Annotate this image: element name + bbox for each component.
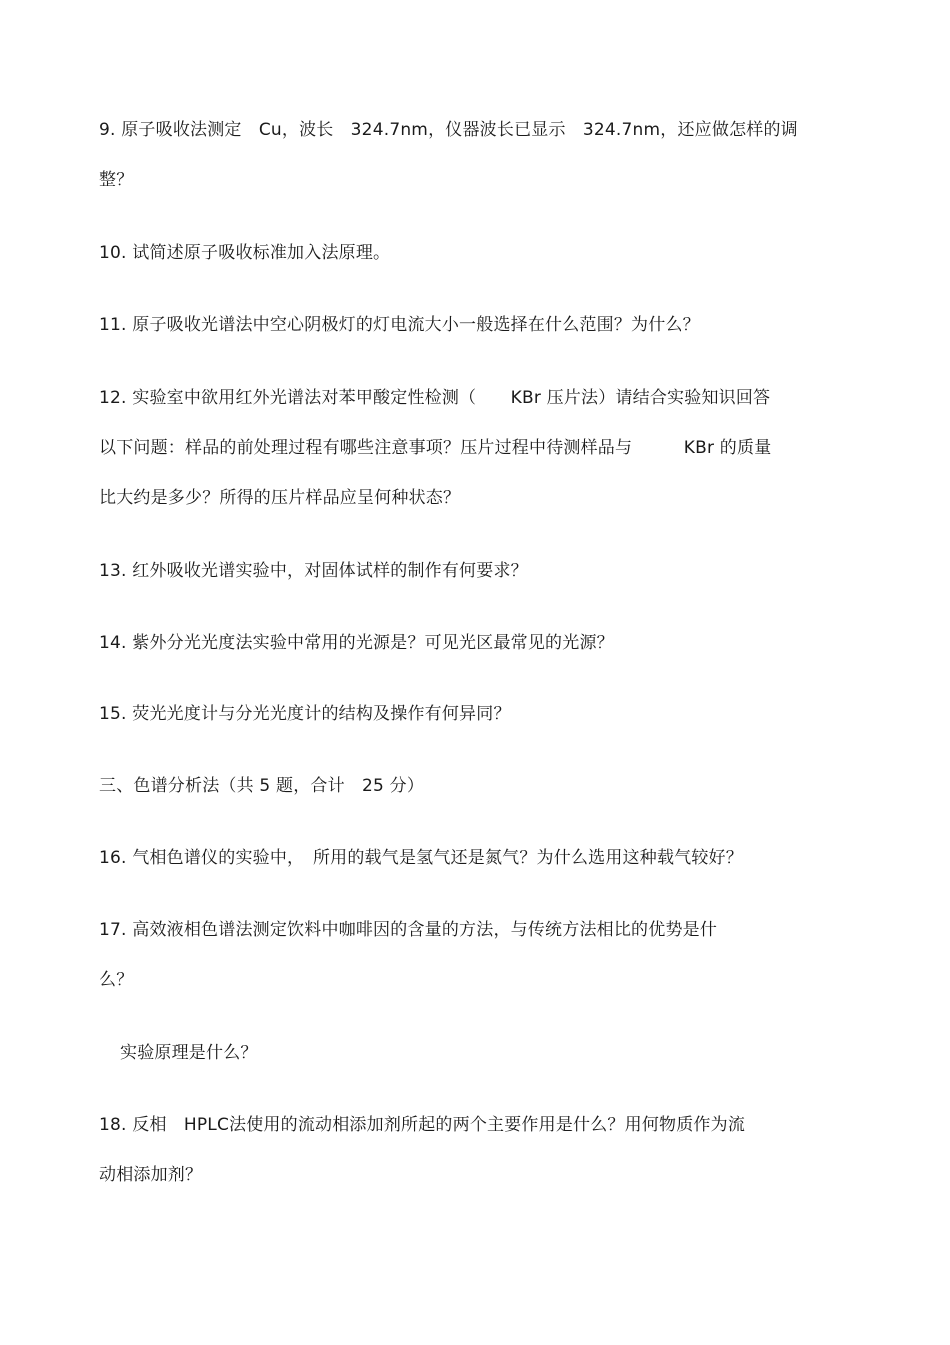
- question-9-line-2: 整？: [99, 170, 134, 190]
- section-heading-chromatography: 三、色谱分析法（共 5 题，合计 25 分）: [99, 776, 425, 796]
- question-17-line-3: 实验原理是什么？: [120, 1043, 258, 1063]
- question-10: 10. 试简述原子吸收标准加入法原理。: [99, 243, 391, 263]
- question-18-line-1: 18. 反相 HPLC法使用的流动相添加剂所起的两个主要作用是什么？用何物质作为流: [99, 1115, 746, 1135]
- question-17-line-2: 么？: [99, 970, 134, 990]
- question-15: 15. 荧光光度计与分光光度计的结构及操作有何异同？: [99, 704, 511, 724]
- question-9-line-1: 9. 原子吸收法测定 Cu，波长 324.7nm，仪器波长已显示 324.7nm，还应做怎样的调: [99, 120, 798, 140]
- question-12-line-2: 以下问题：样品的前处理过程有哪些注意事项？压片过程中待测样品与 KBr 的质量: [99, 438, 772, 458]
- question-12-line-1: 12. 实验室中欲用红外光谱法对苯甲酸定性检测（ KBr 压片法）请结合实验知识回答: [99, 388, 771, 408]
- question-12-line-3: 比大约是多少？所得的压片样品应呈何种状态？: [99, 488, 461, 508]
- question-11: 11. 原子吸收光谱法中空心阴极灯的灯电流大小一般选择在什么范围？为什么？: [99, 315, 700, 335]
- question-16: 16. 气相色谱仪的实验中， 所用的载气是氢气还是氮气？为什么选用这种载气较好？: [99, 848, 743, 868]
- question-17-line-1: 17. 高效液相色谱法测定饮料中咖啡因的含量的方法，与传统方法相比的优势是什: [99, 920, 718, 940]
- question-18-line-2: 动相添加剂？: [99, 1165, 203, 1185]
- question-14: 14. 紫外分光光度法实验中常用的光源是？可见光区最常见的光源？: [99, 633, 614, 653]
- question-13: 13. 红外吸收光谱实验中，对固体试样的制作有何要求？: [99, 561, 528, 581]
